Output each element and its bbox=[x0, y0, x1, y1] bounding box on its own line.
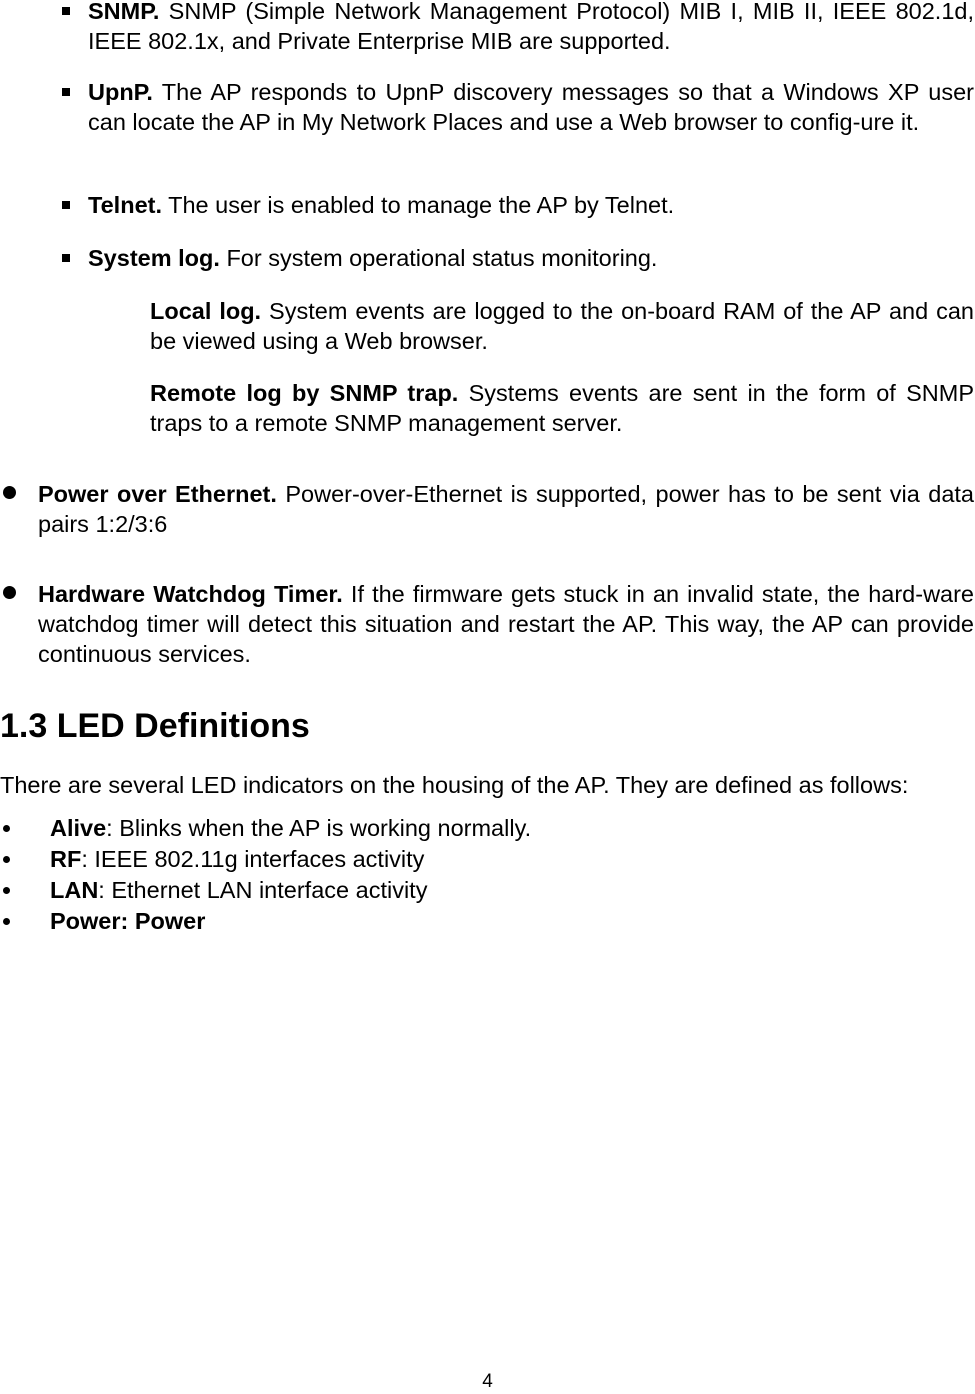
remote-log-text: Systems events are sent in the form of SNMP traps to a remote SNMP management server. bbox=[150, 380, 974, 436]
watchdog-text: If the firmware gets stuck in an invalid state, the hard-ware watchdog timer will detect this situation and restart the AP. This way, the AP can provide continuous services. bbox=[38, 581, 975, 667]
system-log-item bbox=[88, 243, 657, 273]
telnet-item bbox=[88, 190, 674, 220]
led-desc: : Ethernet LAN interface activity bbox=[98, 877, 428, 903]
snmp-title: SNMP. bbox=[88, 0, 160, 24]
led-item-power bbox=[50, 906, 205, 936]
led-item-alive bbox=[50, 813, 531, 843]
telnet-title: Telnet. bbox=[88, 192, 162, 218]
telnet-text: The user is enabled to manage the AP by Telnet. bbox=[168, 192, 675, 218]
led-label: RF bbox=[50, 846, 82, 872]
led-label: Alive bbox=[50, 815, 107, 841]
remote-log-title: Remote log by SNMP trap. bbox=[150, 380, 459, 406]
snmp-text: SNMP (Simple Network Management Protocol) MIB I, MIB II, IEEE 802.1d, IEEE 802.1x, and Private Enterprise MIB are supported. bbox=[88, 0, 974, 54]
snmp-item bbox=[88, 0, 974, 56]
page-number: 4 bbox=[482, 1371, 493, 1392]
remote-log-item bbox=[150, 378, 974, 438]
system-log-text: For system operational status monitoring. bbox=[226, 245, 658, 271]
small-bullet-icon bbox=[3, 918, 10, 925]
led-item-lan bbox=[50, 875, 427, 905]
system-log-title: System log. bbox=[88, 245, 220, 271]
square-bullet-icon bbox=[62, 254, 70, 262]
round-bullet-icon bbox=[3, 486, 16, 499]
led-desc: : IEEE 802.11g interfaces activity bbox=[81, 846, 425, 872]
upnp-item bbox=[88, 77, 974, 137]
poe-title: Power over Ethernet. bbox=[38, 481, 277, 507]
poe-item bbox=[38, 479, 974, 539]
section-heading: 1.3 LED Definitions bbox=[0, 707, 310, 745]
poe-text: Power-over-Ethernet is supported, power has to be sent via data pairs 1:2/3:6 bbox=[38, 481, 974, 537]
watchdog-title: Hardware Watchdog Timer. bbox=[38, 581, 343, 607]
led-label: LAN bbox=[50, 877, 99, 903]
led-item-rf bbox=[50, 844, 424, 874]
local-log-item bbox=[150, 296, 974, 356]
local-log-text: System events are logged to the on-board RAM of the AP and can be viewed using a Web browser. bbox=[150, 298, 974, 354]
small-bullet-icon bbox=[3, 825, 10, 832]
square-bullet-icon bbox=[62, 88, 70, 96]
local-log-title: Local log. bbox=[150, 298, 262, 324]
led-desc: : Blinks when the AP is working normally. bbox=[106, 815, 532, 841]
led-label: Power: Power bbox=[50, 908, 206, 934]
small-bullet-icon bbox=[3, 887, 10, 894]
led-intro: There are several LED indicators on the housing of the AP. They are defined as follows: bbox=[0, 772, 909, 798]
square-bullet-icon bbox=[62, 7, 70, 15]
upnp-title: UpnP. bbox=[88, 79, 153, 105]
round-bullet-icon bbox=[3, 586, 16, 599]
small-bullet-icon bbox=[3, 856, 10, 863]
upnp-text: The AP responds to UpnP discovery messages so that a Windows XP user can locate the AP in My Network Places and use a Web browser to config-ure it. bbox=[88, 79, 974, 135]
watchdog-item bbox=[38, 579, 974, 669]
square-bullet-icon bbox=[62, 201, 70, 209]
